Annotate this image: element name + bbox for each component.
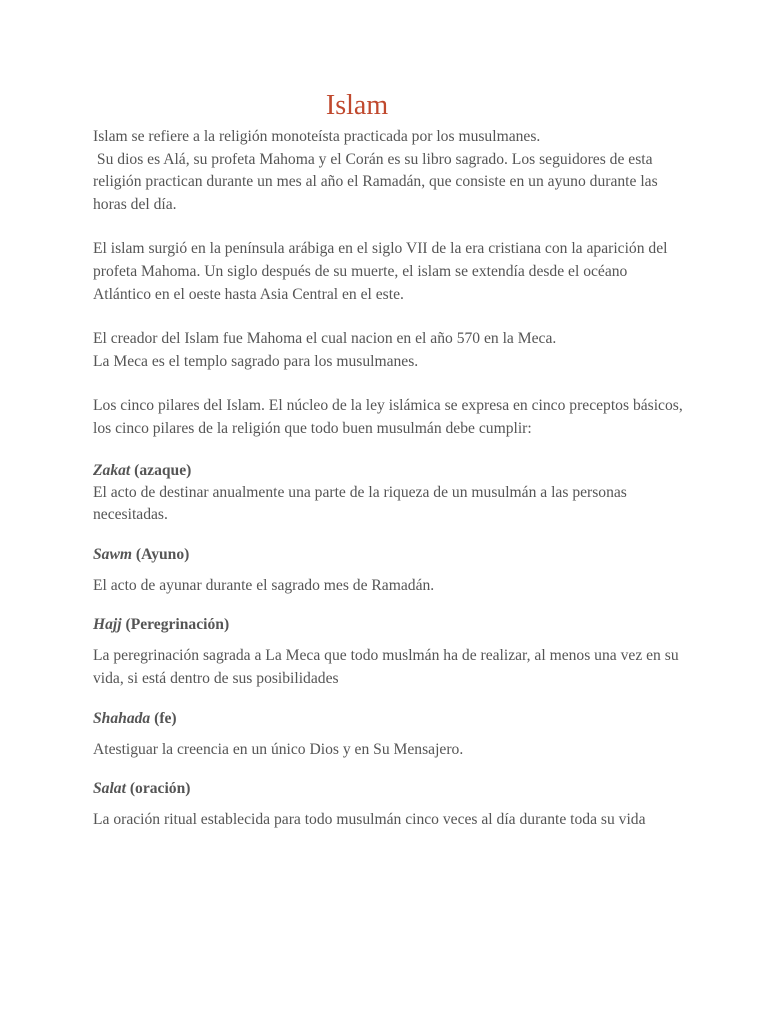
document-page [93,88,683,832]
document-title: Islam [325,90,389,121]
pillar-salat [93,778,683,832]
pillar-heading [93,544,683,566]
pillar-heading [93,614,683,636]
pillar-meaning: (azaque) [134,461,192,479]
pillar-meaning: (fe) [154,709,177,727]
pillar-heading [93,708,683,730]
pillar-sawm [93,544,683,598]
pillar-term: Hajj [93,616,122,634]
pillar-description: El acto de ayunar durante el sagrado mes de Ramadán. [93,576,435,594]
origin-paragraph [93,238,683,306]
paragraph-line: El creador del Islam fue Mahoma el cual nacion en el año 570 en la Meca. [93,330,557,348]
pillar-heading [93,778,683,800]
paragraph-line: La Meca es el templo sagrado para los musulmanes. [93,352,419,370]
pillar-hajj [93,614,683,690]
pillar-description: El acto de destinar anualmente una parte de la riqueza de un musulmán a las personas necesitadas. [93,483,627,524]
pillar-meaning: (oración) [129,780,191,798]
pillar-meaning: (Peregrinación) [125,616,230,634]
pillar-meaning: (Ayuno) [135,545,190,563]
pillar-description: La peregrinación sagrada a La Meca que todo muslmán ha de realizar, al menos una vez en su vida, si está dentro de sus posibilidades [93,647,679,687]
pillar-description: La oración ritual establecida para todo musulmán cinco veces al día durante toda su vida [93,811,646,829]
pillar-zakat [93,460,683,527]
pillar-heading [93,460,683,482]
pillar-shahada [93,708,683,762]
pillar-description: Atestiguar la creencia en un único Dios y en Su Mensajero. [93,740,464,758]
paragraph-line: El islam surgió en la península arábiga en el siglo VII de la era cristiana con la aparición del profeta Mahoma. Un siglo después de su muerte, el islam se extendía desde el océano Atlántico en el oeste hasta Asia Central en el este. [93,240,668,303]
paragraph-line: Islam se refiere a la religión monoteísta practicada por los musulmanes. [93,128,541,145]
pillar-term: Zakat [93,461,131,479]
intro-paragraph [93,126,683,216]
pillar-term: Salat [93,780,126,798]
pillars-intro-paragraph [93,395,683,440]
paragraph-line: Los cinco pilares del Islam. El núcleo de la ley islámica se expresa en cinco preceptos básicos, los cinco pilares de la religión que todo buen musulmán debe cumplir: [93,397,683,437]
paragraph-line: Su dios es Alá, su profeta Mahoma y el Corán es su libro sagrado. Los seguidores de esta religión practican durante un mes al año el Ramadán, que consiste en un ayuno durante las horas del día. [93,150,662,213]
founder-paragraph [93,328,683,373]
pillar-term: Sawm [93,545,132,563]
pillar-term: Shahada [93,709,151,727]
